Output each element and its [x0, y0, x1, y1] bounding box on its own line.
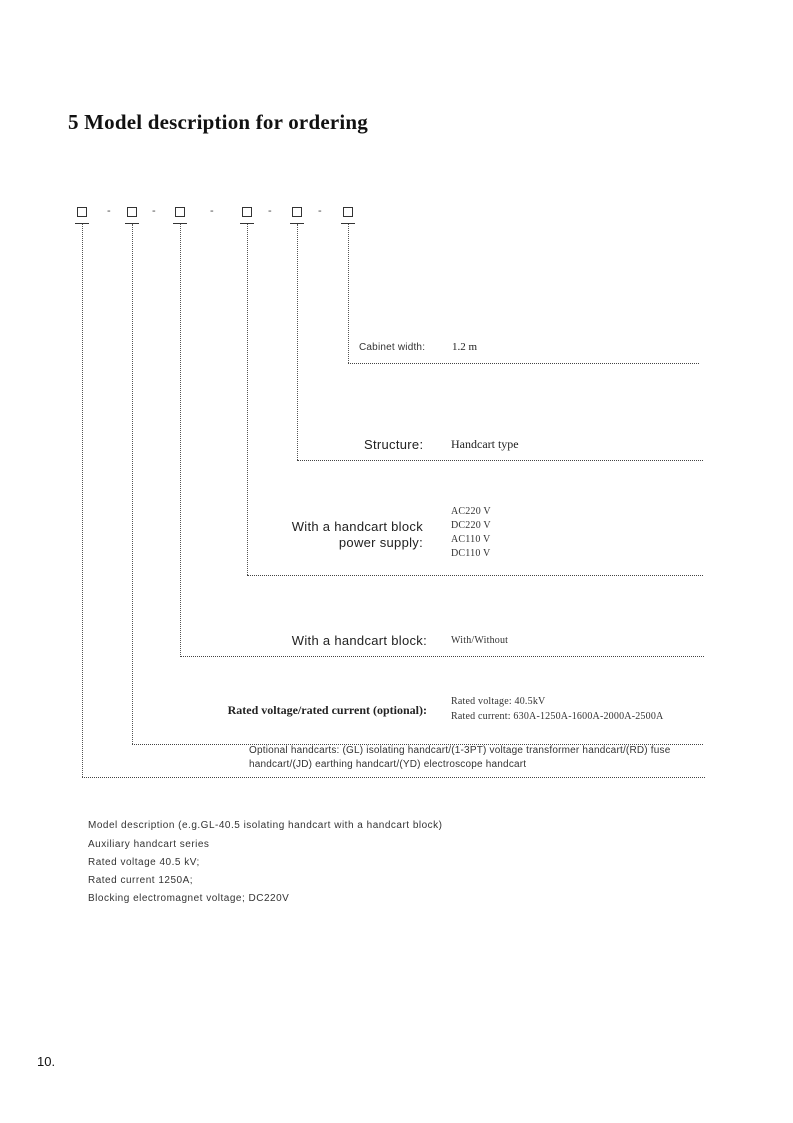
note-line: Rated current 1250A; — [88, 875, 194, 886]
hline-structure — [297, 460, 703, 461]
optional-handcarts-line1: Optional handcarts: (GL) isolating handcart/(1-3PT) voltage transformer handcart/(RD) fuse — [249, 745, 671, 756]
rated-current-value: Rated current: 630A-1250A-1600A-2000A-2500A — [451, 711, 664, 722]
leader-line-power — [247, 224, 248, 575]
leader-line-block — [180, 224, 181, 657]
block-power-label-line1: With a handcart block — [291, 519, 423, 534]
leader-line-type — [82, 224, 83, 777]
note-line: Auxiliary handcart series — [88, 839, 210, 850]
hline-power — [247, 575, 703, 576]
hline-type — [82, 777, 705, 778]
rated-voltage-value: Rated voltage: 40.5kV — [451, 696, 546, 707]
block-power-value: AC110 V — [451, 534, 491, 545]
code-box-width — [343, 207, 353, 217]
block-power-label-line2: power supply: — [338, 535, 423, 550]
leader-line-rated — [132, 224, 133, 744]
leader-line-structure — [297, 224, 298, 460]
code-separator: - — [318, 205, 322, 217]
note-line: Model description (e.g.GL-40.5 isolating handcart with a handcart block) — [88, 820, 443, 831]
cabinet-width-value: 1.2 m — [452, 341, 478, 353]
structure-label: Structure: — [364, 437, 424, 452]
code-box-rated — [127, 207, 137, 217]
code-box-power — [242, 207, 252, 217]
optional-handcarts-line2: handcart/(JD) earthing handcart/(YD) electroscope handcart — [249, 759, 527, 770]
code-separator: - — [107, 205, 111, 217]
page-number: 10. — [37, 1054, 56, 1069]
structure-value: Handcart type — [451, 437, 519, 451]
handcart-block-value: With/Without — [451, 635, 509, 646]
code-separator: - — [210, 205, 214, 217]
leader-line-width — [348, 224, 349, 363]
section-title: 5 Model description for ordering — [68, 110, 368, 134]
rated-label: Rated voltage/rated current (optional): — [227, 703, 427, 717]
note-line: Rated voltage 40.5 kV; — [88, 857, 200, 868]
code-separator: - — [152, 205, 156, 217]
code-separator: - — [268, 205, 272, 217]
block-power-value: AC220 V — [451, 506, 491, 517]
handcart-block-label: With a handcart block: — [291, 633, 427, 648]
code-box-type — [77, 207, 87, 217]
code-box-block — [175, 207, 185, 217]
block-power-value: DC220 V — [451, 520, 491, 531]
cabinet-width-label: Cabinet width: — [359, 342, 426, 353]
code-box-structure — [292, 207, 302, 217]
note-line: Blocking electromagnet voltage; DC220V — [88, 893, 290, 904]
hline-block — [180, 656, 704, 657]
hline-width — [348, 363, 699, 364]
block-power-value: DC110 V — [451, 548, 491, 559]
